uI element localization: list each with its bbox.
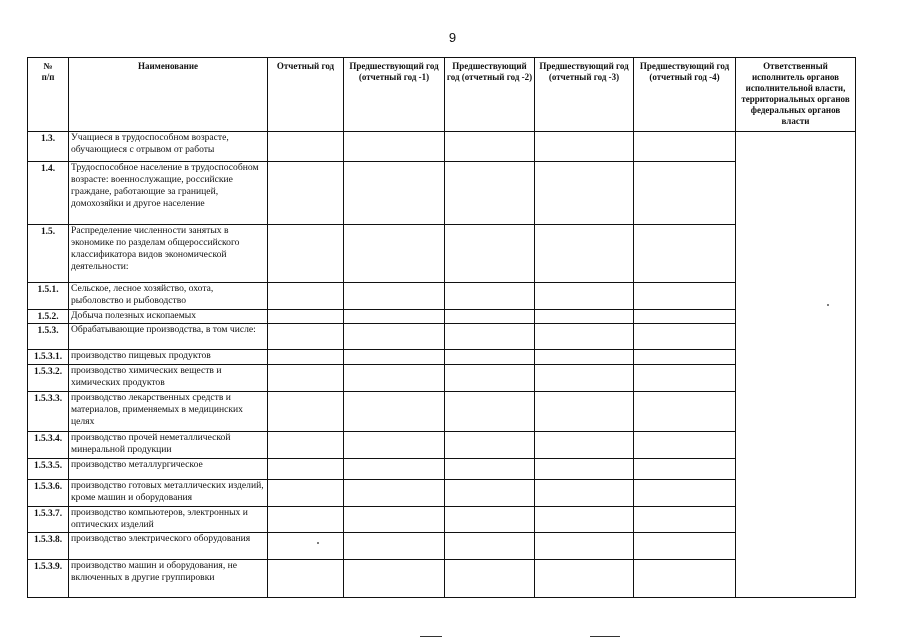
row-name: производство лекарственных средств и материалов, применяемых в медицинских целях (69, 392, 268, 432)
table-row (28, 533, 856, 560)
cell-prev-year-4 (634, 283, 736, 310)
cell-prev-year-2 (445, 459, 535, 480)
cell-prev-year-4 (634, 533, 736, 560)
cell-prev-year-4 (634, 480, 736, 507)
cell-report-year (268, 350, 344, 365)
table-row (28, 392, 856, 432)
cell-prev-year-1 (344, 480, 445, 507)
cell-prev-year-2 (445, 132, 535, 162)
scan-speck (317, 542, 319, 544)
cell-report-year (268, 132, 344, 162)
cell-prev-year-2 (445, 480, 535, 507)
cell-prev-year-4 (634, 310, 736, 324)
row-name: производство пищевых продуктов (69, 350, 268, 365)
cell-report-year (268, 432, 344, 459)
cell-prev-year-2 (445, 365, 535, 392)
cell-report-year (268, 324, 344, 350)
header-name: Наименование (69, 58, 268, 132)
cell-prev-year-4 (634, 162, 736, 225)
cell-prev-year-2 (445, 432, 535, 459)
row-name: Распределение численности занятых в экономике по разделам общероссийского классификатора видов экономической деятельности: (69, 225, 268, 283)
cell-report-year (268, 310, 344, 324)
row-name: производство компьютеров, электронных и оптических изделий (69, 507, 268, 533)
header-prev-year-3: Предшествующий год (отчетный год -3) (535, 58, 634, 132)
cell-prev-year-4 (634, 432, 736, 459)
row-name: производство машин и оборудования, не включенных в другие группировки (69, 560, 268, 598)
cell-responsible (736, 132, 856, 598)
cell-prev-year-1 (344, 132, 445, 162)
row-name: Учащиеся в трудоспособном возрасте, обучающиеся с отрывом от работы (69, 132, 268, 162)
header-prev-year-1: Предшествующий год (отчетный год -1) (344, 58, 445, 132)
footer-mark-right (590, 636, 620, 637)
indicators-table (27, 57, 856, 598)
table-row (28, 350, 856, 365)
cell-prev-year-2 (445, 533, 535, 560)
header-prev-year-2: Предшествующий год (отчетный год -2) (445, 58, 535, 132)
cell-prev-year-1 (344, 350, 445, 365)
table-row (28, 225, 856, 283)
cell-prev-year-1 (344, 507, 445, 533)
header-row (28, 58, 856, 132)
cell-prev-year-4 (634, 132, 736, 162)
cell-prev-year-1 (344, 324, 445, 350)
cell-report-year (268, 480, 344, 507)
cell-prev-year-1 (344, 225, 445, 283)
cell-prev-year-4 (634, 365, 736, 392)
cell-prev-year-3 (535, 459, 634, 480)
row-number: 1.5.2. (28, 310, 69, 324)
cell-prev-year-4 (634, 392, 736, 432)
row-number: 1.5.3.4. (28, 432, 69, 459)
cell-prev-year-4 (634, 560, 736, 598)
cell-report-year (268, 392, 344, 432)
cell-prev-year-4 (634, 507, 736, 533)
row-number: 1.5.3.7. (28, 507, 69, 533)
cell-prev-year-1 (344, 162, 445, 225)
cell-report-year (268, 560, 344, 598)
cell-prev-year-2 (445, 324, 535, 350)
row-number: 1.5.3.2. (28, 365, 69, 392)
cell-prev-year-3 (535, 132, 634, 162)
row-name: Сельское, лесное хозяйство, охота, рыболовство и рыбоводство (69, 283, 268, 310)
cell-prev-year-2 (445, 283, 535, 310)
cell-prev-year-3 (535, 350, 634, 365)
table-row (28, 365, 856, 392)
table-row (28, 507, 856, 533)
table-row (28, 162, 856, 225)
table-row (28, 283, 856, 310)
row-number: 1.5.3.3. (28, 392, 69, 432)
cell-prev-year-4 (634, 459, 736, 480)
cell-prev-year-1 (344, 283, 445, 310)
table-row (28, 432, 856, 459)
row-number: 1.5. (28, 225, 69, 283)
cell-report-year (268, 507, 344, 533)
row-number: 1.5.3.6. (28, 480, 69, 507)
cell-prev-year-3 (535, 365, 634, 392)
row-name: производство химических веществ и химических продуктов (69, 365, 268, 392)
cell-prev-year-3 (535, 392, 634, 432)
row-number: 1.5.3.9. (28, 560, 69, 598)
table-row (28, 324, 856, 350)
header-report-year: Отчетный год (268, 58, 344, 132)
header-num: № п/п (28, 58, 69, 132)
row-name: производство прочей неметаллической минеральной продукции (69, 432, 268, 459)
cell-prev-year-3 (535, 533, 634, 560)
row-number: 1.5.3.8. (28, 533, 69, 560)
row-number: 1.5.3.5. (28, 459, 69, 480)
cell-prev-year-4 (634, 225, 736, 283)
cell-prev-year-3 (535, 283, 634, 310)
cell-report-year (268, 533, 344, 560)
cell-prev-year-1 (344, 310, 445, 324)
scan-speck (827, 304, 829, 306)
row-name: Обрабатывающие производства, в том числе: (69, 324, 268, 350)
cell-prev-year-3 (535, 432, 634, 459)
cell-prev-year-3 (535, 507, 634, 533)
row-number: 1.4. (28, 162, 69, 225)
page-number: 9 (448, 30, 457, 45)
cell-prev-year-1 (344, 560, 445, 598)
row-name: производство металлургическое (69, 459, 268, 480)
row-name: Добыча полезных ископаемых (69, 310, 268, 324)
cell-prev-year-3 (535, 162, 634, 225)
cell-report-year (268, 459, 344, 480)
cell-report-year (268, 162, 344, 225)
row-name: Трудоспособное население в трудоспособном возрасте: военнослужащие, российские граждане, работающие за границей, домохозяйки и другое население (69, 162, 268, 225)
cell-prev-year-1 (344, 459, 445, 480)
cell-prev-year-2 (445, 350, 535, 365)
cell-report-year (268, 365, 344, 392)
table-row (28, 132, 856, 162)
cell-prev-year-1 (344, 533, 445, 560)
row-number: 1.5.1. (28, 283, 69, 310)
cell-prev-year-3 (535, 480, 634, 507)
cell-prev-year-1 (344, 432, 445, 459)
row-number: 1.5.3. (28, 324, 69, 350)
cell-prev-year-3 (535, 324, 634, 350)
table-row (28, 560, 856, 598)
table-row (28, 480, 856, 507)
row-name: производство готовых металлических изделий, кроме машин и оборудования (69, 480, 268, 507)
table-row (28, 310, 856, 324)
cell-prev-year-2 (445, 560, 535, 598)
header-responsible: Ответственный исполнитель органов исполнительной власти, территориальных органов федеральных органов власти (736, 58, 856, 132)
cell-prev-year-3 (535, 560, 634, 598)
row-name: производство электрического оборудования (69, 533, 268, 560)
table-row (28, 459, 856, 480)
cell-report-year (268, 225, 344, 283)
row-number: 1.5.3.1. (28, 350, 69, 365)
row-number: 1.3. (28, 132, 69, 162)
footer-mark-left (420, 636, 442, 637)
cell-prev-year-1 (344, 392, 445, 432)
cell-prev-year-3 (535, 310, 634, 324)
cell-prev-year-2 (445, 392, 535, 432)
cell-prev-year-4 (634, 324, 736, 350)
cell-prev-year-2 (445, 310, 535, 324)
header-prev-year-4: Предшествующий год (отчетный год -4) (634, 58, 736, 132)
cell-prev-year-4 (634, 350, 736, 365)
cell-prev-year-2 (445, 507, 535, 533)
cell-report-year (268, 283, 344, 310)
cell-prev-year-2 (445, 162, 535, 225)
cell-prev-year-1 (344, 365, 445, 392)
cell-prev-year-3 (535, 225, 634, 283)
cell-prev-year-2 (445, 225, 535, 283)
